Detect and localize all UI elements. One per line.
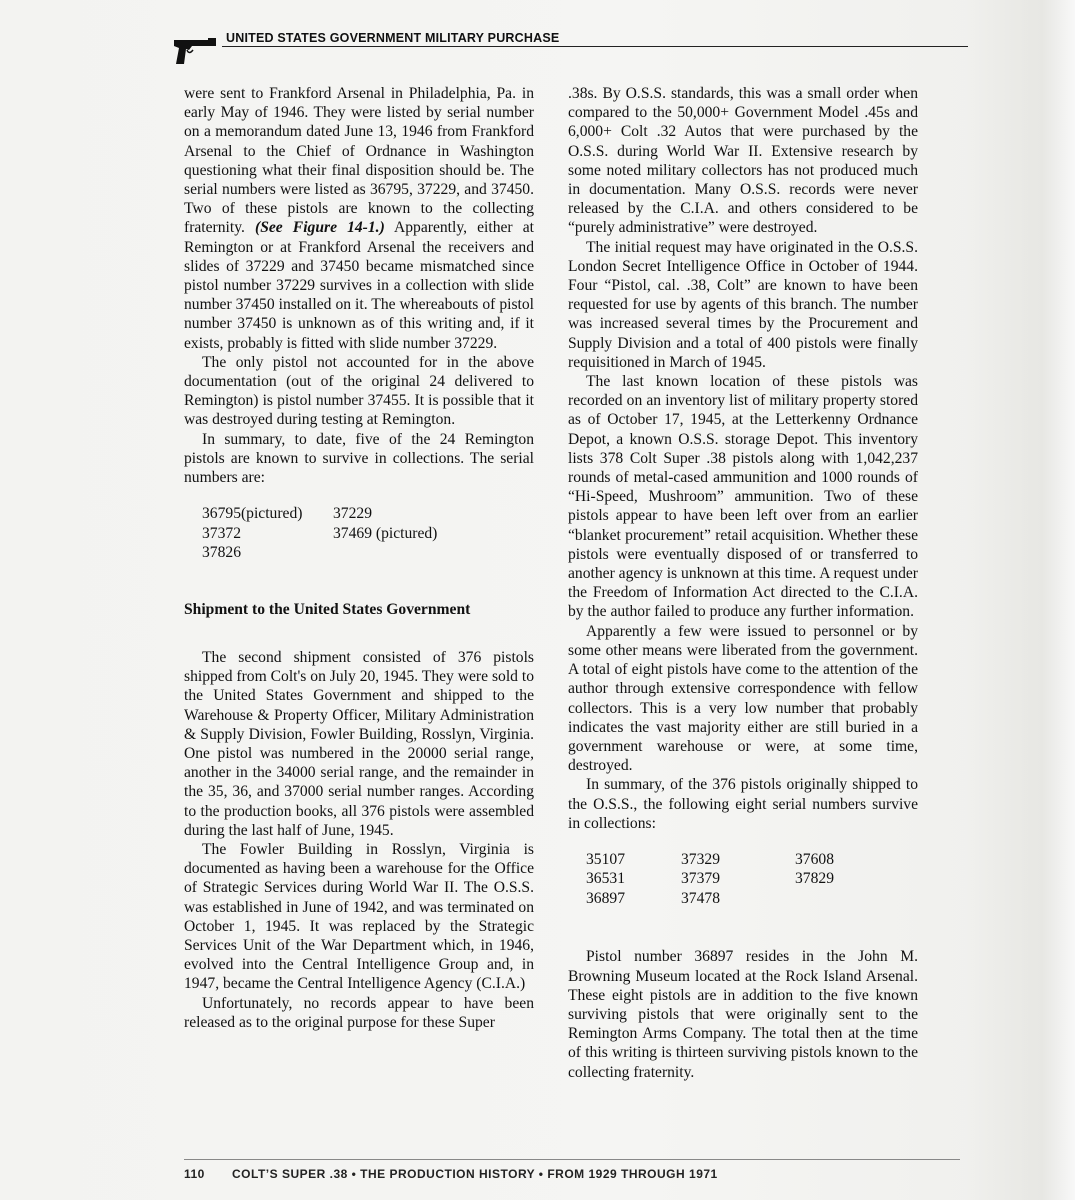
table-cell: 37229 bbox=[333, 505, 372, 523]
table-row bbox=[184, 543, 437, 563]
table-cell bbox=[333, 543, 437, 563]
table-cell: 37608 bbox=[795, 850, 834, 868]
table-cell: 37379 bbox=[681, 870, 720, 888]
paragraph: The second shipment consisted of 376 pistols shipped from Colt's on July 20, 1945. They were sold to the United States Government and shipped to the Warehouse & Property Officer, Military Administration & Supply Division, Fowler Building, Rosslyn, Virginia. One pistol was numbered in the 20000 serial range, another in the 34000 serial range, and the remainder in the 35, 36, and 37000 serial number ranges. According to the production books, all 376 pistols were assembled during the last half of June, 1945. bbox=[184, 648, 534, 839]
table-cell: 36531 bbox=[586, 870, 625, 888]
figure-reference: (See Figure 14-1.) bbox=[255, 219, 385, 237]
running-header bbox=[172, 28, 968, 68]
paragraph: Apparently a few were issued to personnel or by some other means were liberated from the government. A total of eight pistols have come to the attention of the author through extensive correspondence with fellow collectors. This is a very low number that probably indicates the vast majority either are still buried in a government warehouse or were, at some time, destroyed. bbox=[568, 622, 918, 775]
table-cell: 36795(pictured) bbox=[202, 505, 303, 523]
left-column bbox=[184, 84, 534, 1032]
table-row bbox=[586, 869, 834, 889]
page-gutter-shadow bbox=[965, 0, 1075, 1200]
paragraph: Unfortunately, no records appear to have been released as to the original purpose for these Super bbox=[184, 994, 534, 1031]
table-row bbox=[586, 889, 834, 909]
paragraph: .38s. By O.S.S. standards, this was a small order when compared to the 50,000+ Government Model .45s and 6,000+ Colt .32 Autos that were purchased by the O.S.S. during World War II. Extensive research by some noted military collectors has not produced much in documentation. Many O.S.S. records were never released by the C.I.A. and others considered to be “purely administrative” were destroyed. bbox=[568, 85, 918, 237]
paragraph bbox=[184, 84, 534, 353]
table-row bbox=[184, 524, 437, 544]
right-column bbox=[568, 84, 918, 1082]
paragraph: Pistol number 36897 resides in the John M. Browning Museum located at the Rock Island Arsenal. These eight pistols are in addition to the five known surviving pistols that were originally sent to the Remington Arms Company. The total then at the time of this writing is thirteen surviving pistols known to the collecting fraternity. bbox=[568, 948, 918, 1081]
paragraph: The Fowler Building in Rosslyn, Virginia is documented as having been a warehouse for the Office of Strategic Services during World War II. The O.S.S. was established in June of 1942, and was terminated on October 1, 1945. It was replaced by the Strategic Services Unit of the War Department which, in 1946, evolved into the Central Intelligence Group and, in 1947, became the Central Intelligence Agency (C.I.A.) bbox=[184, 841, 534, 993]
header-title: UNITED STATES GOVERNMENT MILITARY PURCHASE bbox=[226, 31, 560, 45]
table-cell: 37329 bbox=[681, 850, 720, 868]
section-heading: Shipment to the United States Government bbox=[184, 600, 471, 618]
table-cell: 37478 bbox=[681, 889, 720, 907]
table-cell: 37826 bbox=[202, 544, 241, 562]
table-cell: 37829 bbox=[795, 870, 834, 888]
page-number: 110 bbox=[184, 1167, 205, 1181]
table-cell bbox=[795, 889, 834, 909]
table-cell: 37469 (pictured) bbox=[333, 524, 438, 542]
header-rule bbox=[222, 46, 968, 47]
paragraph: The only pistol not accounted for in the above documentation (out of the original 24 delivered to Remington) is pistol number 37455. It is possible that it was destroyed during testing at Remington. bbox=[184, 353, 534, 429]
paragraph: The initial request may have originated in the O.S.S. London Secret Intelligence Office in October of 1944. Four “Pistol, cal. .38, Colt” are known to have been requested for use by agents of this branch. The number was increased several times by the Procurement and Supply Division and a total of 400 pistols were finally requisitioned in March of 1945. bbox=[568, 238, 918, 371]
serial-number-table bbox=[184, 504, 437, 563]
paragraph: In summary, to date, five of the 24 Remington pistols are known to survive in collections. The serial numbers are: bbox=[184, 430, 534, 487]
table-row bbox=[184, 504, 437, 524]
footer-title: COLT’S SUPER .38 • THE PRODUCTION HISTORY • FROM 1929 THROUGH 1971 bbox=[232, 1167, 718, 1181]
paragraph: The last known location of these pistols was recorded on an inventory list of military property stored as of October 17, 1945, at the Letterkenny Ordnance Depot, a known O.S.S. storage Depot. This inventory lists 378 Colt Super .38 pistols along with 1,042,237 rounds of metal-cased ammunition and 1000 rounds of “Hi-Speed, Mushroom” ammunition. Two of these pistols appear to have been left over from an earlier “blanket procurement” retail acquisition. Whether these pistols were eventually disposed of or transferred to another agency is unknown at this time. A request under the Freedom of Information Act directed to the C.I.A. by the author failed to produce any further information. bbox=[568, 373, 918, 621]
footer-rule bbox=[184, 1159, 960, 1160]
paragraph: In summary, of the 376 pistols originally shipped to the O.S.S., the following eight serial numbers survive in collections: bbox=[568, 776, 918, 832]
table-cell: 36897 bbox=[586, 889, 625, 907]
table-cell: 35107 bbox=[586, 850, 625, 868]
table-cell: 37372 bbox=[202, 524, 241, 542]
text-span: Apparently, either at Remington or at Frankford Arsenal the receivers and slides of 37229 and 37450 became mismatched since pistol number 37229 survives in a collection with slide number 37450 installed on it. The whereabouts of pistol number 37450 is unknown as of this writing and, if it exists, probably is fitted with slide number 37229. bbox=[184, 219, 534, 352]
serial-number-table bbox=[586, 850, 834, 909]
pistol-icon bbox=[172, 36, 220, 68]
table-row bbox=[586, 850, 834, 870]
text-span: were sent to Frankford Arsenal in Philadelphia, Pa. in early May of 1946. They were listed by serial number on a memorandum dated June 13, 1946 from Frankford Arsenal to the Chief of Ordnance in Washington questioning what their final disposition should be. The serial numbers were listed as 36795, 37229, and 37450. Two of these pistols are known to the collecting fraternity. bbox=[184, 85, 534, 237]
